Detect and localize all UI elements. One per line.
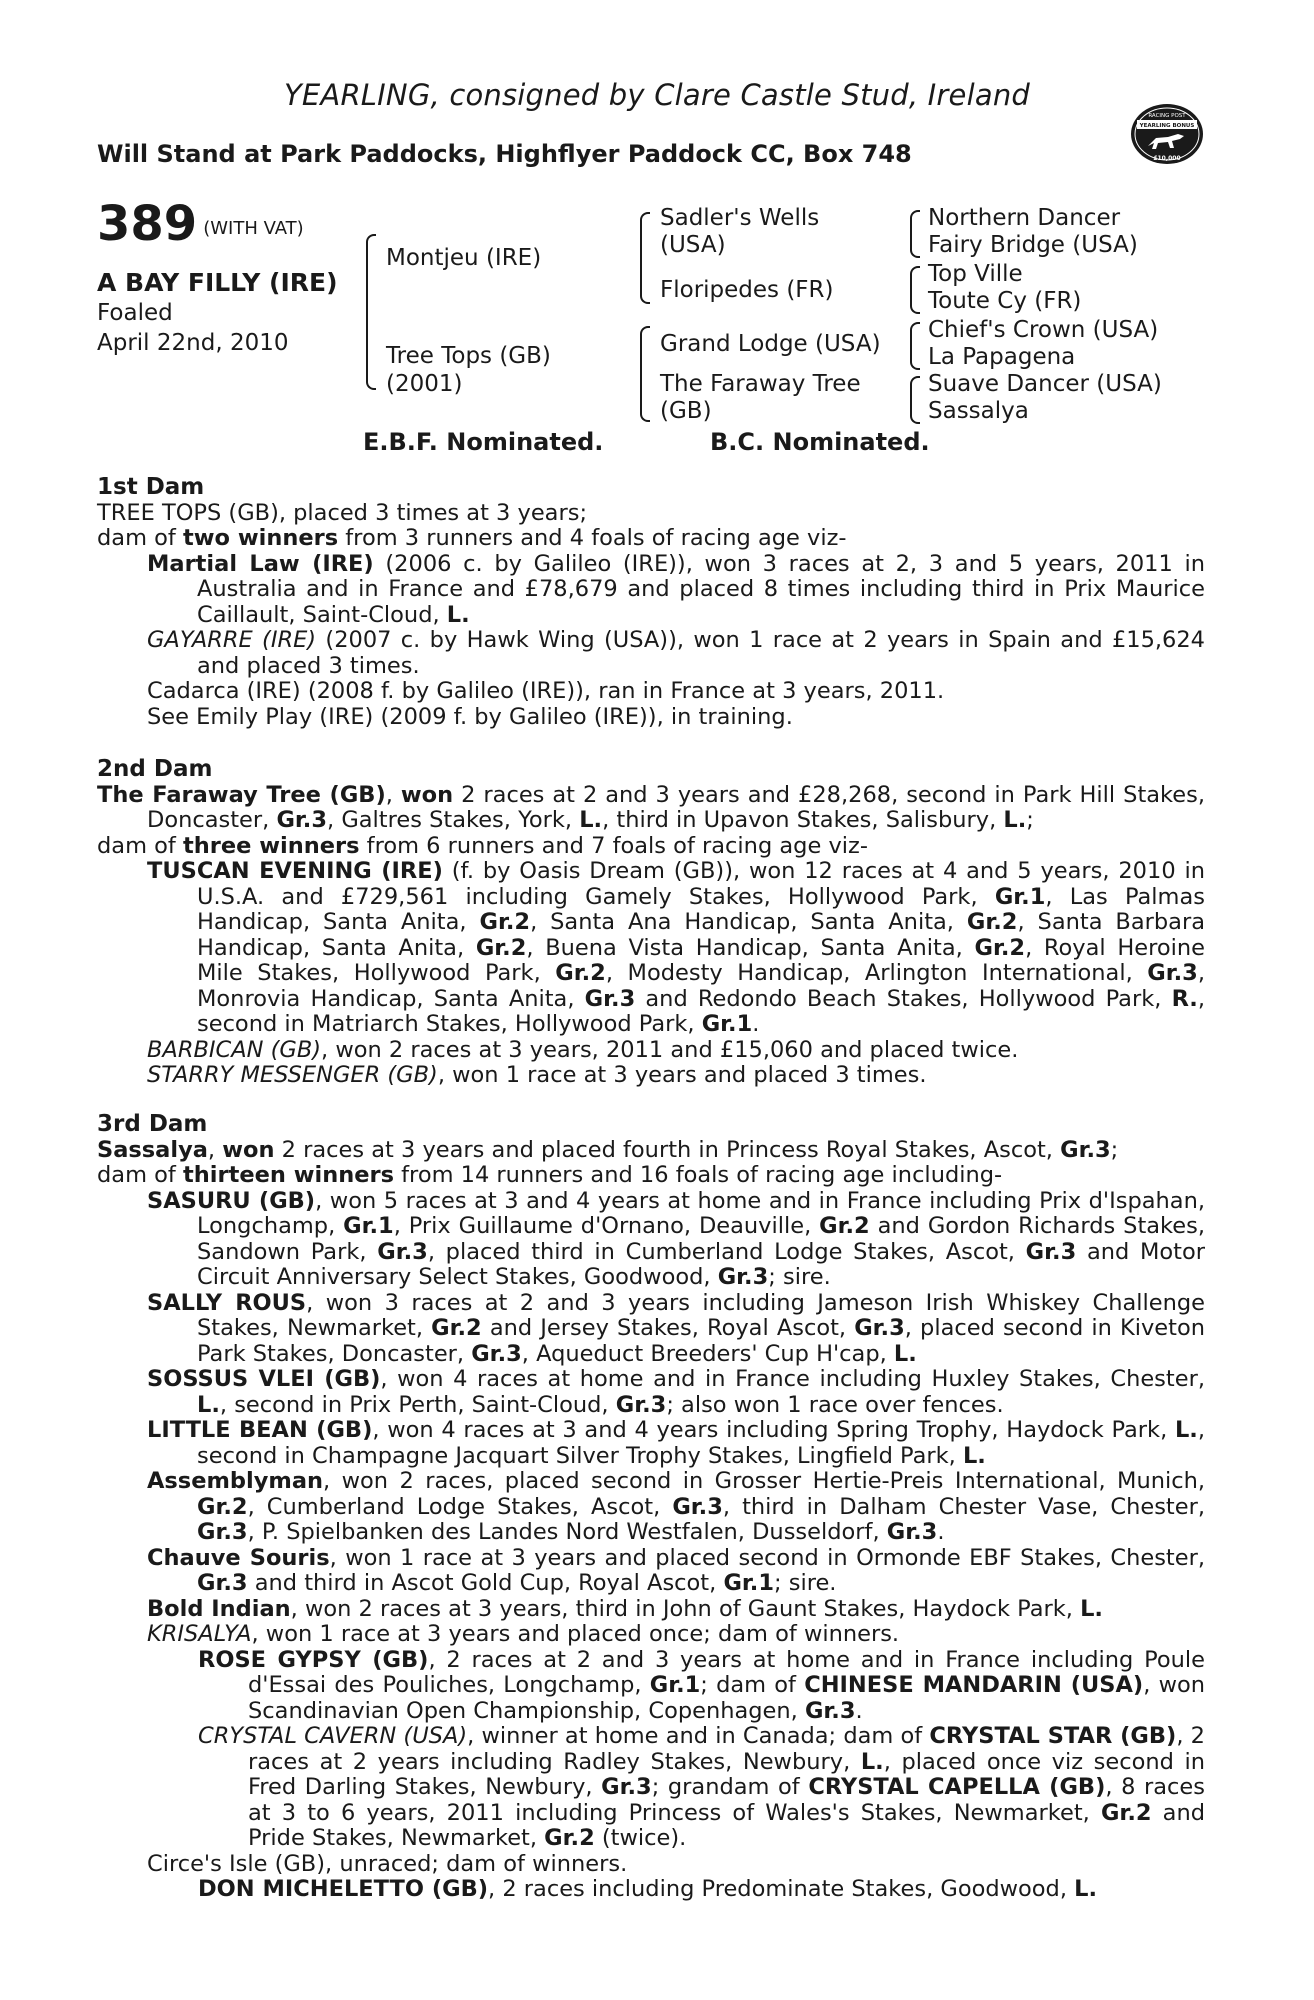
ds-bracket xyxy=(910,322,920,370)
dam-dam-line1: The Faraway Tree xyxy=(660,371,861,397)
ss-bracket xyxy=(910,210,920,258)
first-dam-runner-2: GAYARRE (IRE) (2007 c. by Hawk Wing (USA)), won 1 race at 2 years in Spain and £15,624 and placed 3 times. xyxy=(147,627,1205,679)
dam-name: Tree Tops (GB) xyxy=(386,343,551,369)
foaled-block xyxy=(97,298,288,358)
dam-dam-line2: (GB) xyxy=(660,398,712,424)
sd-dam: Toute Cy (FR) xyxy=(928,288,1082,314)
third-dam-runner-circes-isle: Circe's Isle (GB), unraced; dam of winners. xyxy=(147,1850,628,1877)
dam-sire: Grand Lodge (USA) xyxy=(660,331,881,357)
vat-label: (WITH VAT) xyxy=(203,218,304,239)
second-dam-produce-summary: dam of three winners from 6 runners and 7 foals of racing age viz- xyxy=(97,832,868,859)
second-dam-section xyxy=(97,757,1205,1089)
pedigree-bracket xyxy=(366,234,376,390)
badge-mid-text: YEARLING BONUS xyxy=(1139,123,1195,129)
yearling-bonus-badge-icon xyxy=(1128,96,1206,174)
dd-sire: Suave Dancer (USA) xyxy=(928,371,1162,397)
third-dam-record: Sassalya, won 2 races at 3 years and placed fourth in Princess Royal Stakes, Ascot, Gr.3; xyxy=(97,1136,1119,1163)
second-dam-runner-3: STARRY MESSENGER (GB), won 1 race at 3 years and placed 3 times. xyxy=(147,1062,927,1088)
badge-bottom-text: £10,000 xyxy=(1153,155,1181,162)
first-dam-section xyxy=(97,475,1205,730)
sire-sire-line1: Sadler's Wells xyxy=(660,205,820,231)
third-dam-heading: 3rd Dam xyxy=(97,1111,208,1137)
first-dam-intro: TREE TOPS (GB), placed 3 times at 3 years; xyxy=(97,499,588,526)
third-dam-produce-summary: dam of thirteen winners from 14 runners and 16 foals of racing age including- xyxy=(97,1162,1003,1188)
dd-bracket xyxy=(910,376,920,424)
dam-bracket xyxy=(640,326,650,422)
krisalya-produce-rose-gypsy: ROSE GYPSY (GB), 2 races at 2 and 3 years at home and in France including Poule d'Essai des Pouliches, Longchamp, Gr.1; dam of CHINESE MANDARIN (USA), won Scandinavian Open Championship, Copenhagen, Gr.3. xyxy=(198,1646,1205,1724)
second-dam-record: The Faraway Tree (GB), won 2 races at 2 and 3 years and £28,268, second in Park Hill Stakes, Doncaster, Gr.3, Galtres Stakes, York, L., third in Upavon Stakes, Salisbury, L.; xyxy=(97,781,1205,833)
third-dam-runner-bold-indian: Bold Indian, won 2 races at 3 years, third in John of Gaunt Stakes, Haydock Park, L. xyxy=(147,1595,1103,1622)
first-dam-runner-3: Cadarca (IRE) (2008 f. by Galileo (IRE)), ran in France at 3 years, 2011. xyxy=(147,678,945,704)
third-dam-runner-little-bean: LITTLE BEAN (GB), won 4 races at 3 and 4 years including Spring Trophy, Haydock Park, L., second in Champagne Jacquart Silver Trophy Stakes, Lingfield Park, L. xyxy=(147,1417,1205,1469)
sire: Montjeu (IRE) xyxy=(386,245,542,271)
lot-number: 389 xyxy=(97,196,198,252)
sd-sire: Top Ville xyxy=(928,261,1023,287)
sire-bracket xyxy=(640,212,650,304)
stand-location: Will Stand at Park Paddocks, Highflyer Paddock CC, Box 748 xyxy=(97,140,912,168)
third-dam-runner-sossus-vlei: SOSSUS VLEI (GB), won 4 races at home and in France including Huxley Stakes, Chester, L., second in Prix Perth, Saint-Cloud, Gr.3; also won 1 race over fences. xyxy=(147,1366,1205,1418)
ebf-nomination: E.B.F. Nominated. xyxy=(363,428,604,456)
third-dam-section xyxy=(97,1112,1205,1903)
third-dam-runner-sasuru: SASURU (GB), won 5 races at 3 and 4 years at home and in France including Prix d'Ispahan, Longchamp, Gr.1, Prix Guillaume d'Ornano, Deauville, Gr.2 and Gordon Richards Stakes, Sandown Park, Gr.3, placed third in Cumberland Lodge Stakes, Ascot, Gr.3 and Motor Circuit Anniversary Select Stakes, Goodwood, Gr.3; sire. xyxy=(147,1187,1206,1290)
third-dam-runner-sally-rous: SALLY ROUS, won 3 races at 2 and 3 years including Jameson Irish Whiskey Challenge Stakes, Newmarket, Gr.2 and Jersey Stakes, Royal Ascot, Gr.3, placed second in Kiveton Park Stakes, Doncaster, Gr.3, Aqueduct Breeders' Cup H'cap, L. xyxy=(147,1289,1205,1367)
sire-dam: Floripedes (FR) xyxy=(660,277,834,303)
horse-description: A BAY FILLY (IRE) xyxy=(97,268,338,297)
third-dam-runner-krisalya: KRISALYA, won 1 race at 3 years and placed once; dam of winners. xyxy=(147,1621,900,1647)
second-dam-runner-2: BARBICAN (GB), won 2 races at 3 years, 2011 and £15,060 and placed twice. xyxy=(147,1036,1019,1063)
foaled-label: Foaled xyxy=(97,300,173,326)
third-dam-runner-assemblyman: Assemblyman, won 2 races, placed second in Grosser Hertie-Preis International, Munich, Gr.2, Cumberland Lodge Stakes, Ascot, Gr.3, third in Dalham Chester Vase, Chester, Gr.3, P. Spielbanken des Landes Nord Westfalen, Dusseldorf, Gr.3. xyxy=(147,1468,1205,1545)
sd-bracket xyxy=(910,266,920,314)
circes-isle-produce-don-micheletto: DON MICHELETTO (GB), 2 races including Predominate Stakes, Goodwood, L. xyxy=(198,1876,1098,1902)
second-dam-heading: 2nd Dam xyxy=(97,756,213,782)
ss-sire: Northern Dancer xyxy=(928,205,1121,231)
dd-dam: Sassalya xyxy=(928,398,1029,424)
krisalya-produce-crystal-cavern: CRYSTAL CAVERN (USA), winner at home and in Canada; dam of CRYSTAL STAR (GB), 2 races at 2 years including Radley Stakes, Newbury, L., placed once viz second in Fred Darling Stakes, Newbury, Gr.3; grandam of CRYSTAL CAPELLA (GB), 8 races at 3 to 6 years, 2011 including Princess of Wales's Stakes, Newmarket, Gr.2 and Pride Stakes, Newmarket, Gr.2 (twice). xyxy=(198,1723,1206,1851)
ds-sire: Chief's Crown (USA) xyxy=(928,317,1159,343)
sire-sire-line2: (USA) xyxy=(660,232,726,258)
lot-number-block xyxy=(97,198,304,250)
ds-dam: La Papagena xyxy=(928,344,1076,370)
badge-top-text: RACING POST xyxy=(1148,113,1186,119)
first-dam-runner-1: Martial Law (IRE) (2006 c. by Galileo (IRE)), won 3 races at 2, 3 and 5 years, 2011 in Australia and in France and £78,679 and placed 8 times including third in Prix Maurice Caillault, Saint-Cloud, L. xyxy=(147,550,1206,628)
first-dam-produce-summary: dam of two winners from 3 runners and 4 foals of racing age viz- xyxy=(97,525,847,551)
third-dam-runner-chauve-souris: Chauve Souris, won 1 race at 3 years and placed second in Ormonde EBF Stakes, Chester, Gr.3 and third in Ascot Gold Cup, Royal Ascot, Gr.1; sire. xyxy=(147,1544,1205,1596)
bc-nomination: B.C. Nominated. xyxy=(710,428,930,456)
dam-year: (2001) xyxy=(386,371,463,397)
first-dam-runner-4: See Emily Play (IRE) (2009 f. by Galileo (IRE)), in training. xyxy=(147,703,793,730)
consignment-heading: YEARLING, consigned by Clare Castle Stud, Ireland xyxy=(283,78,1031,112)
ss-dam: Fairy Bridge (USA) xyxy=(928,232,1138,258)
second-dam-runner-1: TUSCAN EVENING (IRE) (f. by Oasis Dream (GB)), won 12 races at 4 and 5 years, 2010 in U.S.A. and £729,561 including Gamely Stakes, Hollywood Park, Gr.1, Las Palmas Handicap, Santa Anita, Gr.2, Santa Ana Handicap, Santa Anita, Gr.2, Santa Barbara Handicap, Santa Anita, Gr.2, Buena Vista Handicap, Santa Anita, Gr.2, Royal Heroine Mile Stakes, Hollywood Park, Gr.2, Modesty Handicap, Arlington International, Gr.3, Monrovia Handicap, Santa Anita, Gr.3 and Redondo Beach Stakes, Hollywood Park, R., second in Matriarch Stakes, Hollywood Park, Gr.1. xyxy=(147,858,1206,1037)
foaled-date: April 22nd, 2010 xyxy=(97,330,289,356)
first-dam-heading: 1st Dam xyxy=(97,474,205,500)
